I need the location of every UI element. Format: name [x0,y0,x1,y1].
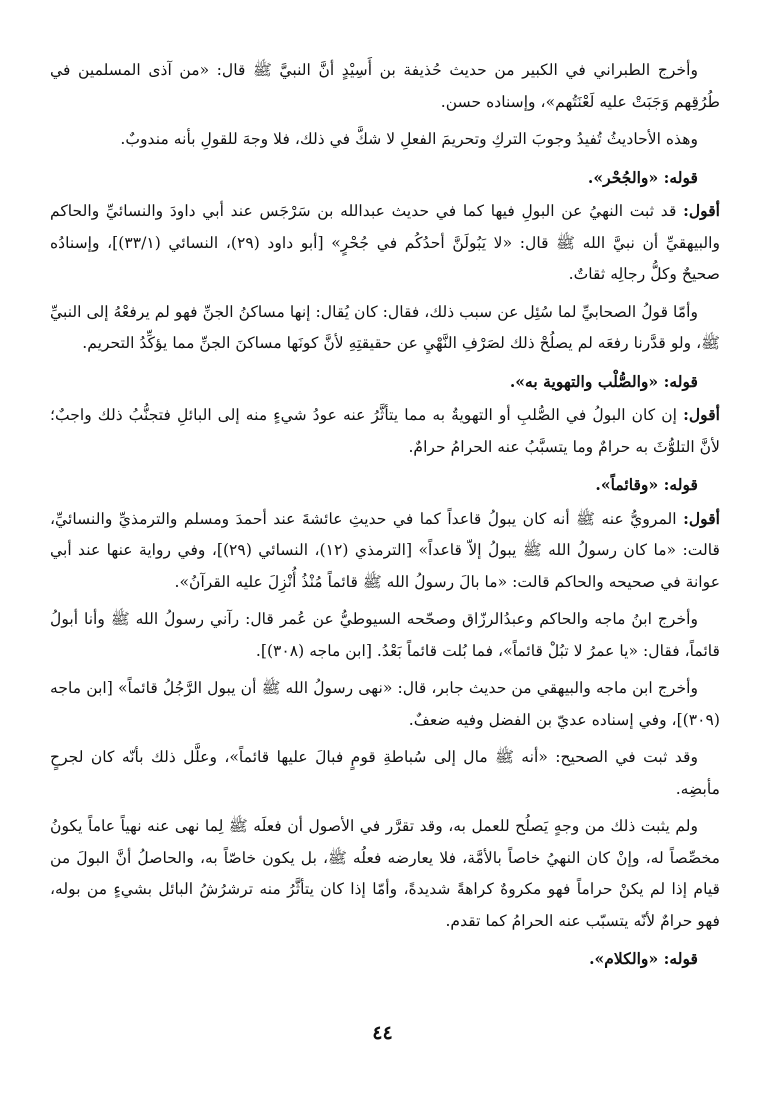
paragraph-text: قد ثبت النهيُ عن البولِ فيها كما في حديث عبدالله بن سَرْجَس عند أبي داودَ والنسائيِّ والحاكم والبيهقيِّ أن نبيَّ الله ﷺ قال: «لا يَبُولَنَّ أحدُكُم في جُحْرٍ» [أبو داود (٢٩)، النسائي (٣٣/١)]، وإسنادُه صحيحٌ وكلُّ رجالِه ثقاتٌ. [50,202,720,283]
paragraph-6 [50,503,720,599]
section-heading-sulb [50,366,720,398]
section-heading-juhr [50,162,720,194]
aqul-label: أقول: [683,201,720,220]
paragraph-2 [50,124,720,156]
aqul-label: أقول: [683,405,720,424]
paragraph-text: وقد ثبت في الصحيح: «أنه ﷺ مال إلى سُباطةِ قومٍ فبالَ عليها قائماً»، وعلَّل ذلك بأنّه كان لجرحٍ مأبضِه. [50,748,720,798]
paragraph-text: ولم يثبت ذلك من وجهٍ يَصلُح للعمل به، وقد تقرَّر في الأصول أن فعلَه ﷺ لِما نهى عنه نهياً عاماً يكونُ مخصِّصاً له، وإنْ كان النهيُ خاصاً بالأمَّة، فلا يعارضه فعلُه ﷺ، بل يكون خاصّاً به، والحاصلُ أنَّ البولَ من قيام إذا لم يكنْ حراماً فهو مكروهٌ كراهةً شديدةً، وأمّا إذا كان يتأثَّرُ منه ترشرُشُ البائل بشيءٍ من بوله، فهو حرامٌ لأنّه يتسبّب عنه الحرامُ كما تقدم. [50,817,720,930]
paragraph-text: المرويُّ عنه ﷺ أنه كان يبولُ قاعداً كما في حديثِ عائشةَ عند أحمدَ ومسلم والترمذيِّ والنسائيِّ، قالت: «ما كان رسولُ الله ﷺ يبولُ إلاّ قاعداً» [الترمذي (١٢)، النسائي (٢٩)]، وفي رواية عنها عند أبي عوانة في صحيحه والحاكم قالت: «ما بالَ رسولُ الله ﷺ قائماً مُنْذُ أُنْزِلَ عليه القرآنُ». [50,509,721,591]
paragraph-5 [50,399,720,463]
paragraph-text: وأخرج ابنُ ماجه والحاكم وعبدُالرزّاق وصحّحه السيوطيُّ عن عُمر قال: رآني رسولُ الله ﷺ وأنا أبولُ قائماً، فقال: «يا عمرُ لا تبُلْ قائماً»، فما بُلت قائماً بَعْدُ. [ابن ماجه (٣٠٨)]. [50,610,720,660]
paragraph-8 [50,673,720,736]
paragraph-4 [50,297,720,360]
paragraph-text: إن كان البولُ في الصُّلبِ أو التهويةُ به مما يتأثَّرُ عنه عودُ شيءٍ منه إلى البائلِ فتجنُّبُ ذلك واجبٌ؛ لأنَّ التلوُّثَ به حرامٌ وما يتسبَّبُ عنه الحرامُ حرامٌ. [50,406,720,456]
page-body [50,55,720,977]
paragraph-text: وأخرج الطبراني في الكبير من حديث حُذيفة بن أَسِيْدٍ أنَّ النبيَّ ﷺ قال: «من آذى المسلمين في طُرُقِهم وَجَبَتْ عليه لَعْنَتُهم»، وإسناده حسن. [50,61,720,111]
page-number: ٤٤ [372,1022,393,1044]
paragraph-1 [50,55,720,118]
heading-text: قوله: «وقائماً». [595,475,698,494]
heading-text: قوله: «والجُحْر». [587,167,698,187]
paragraph-text: وهذه الأحاديثُ تُفيدُ وجوبَ التركِ وتحريمَ الفعلِ لا شكَّ في ذلك، فلا وجهَ للقولِ بأنه مندوبٌ. [120,130,698,148]
paragraph-text: وأمّا قولُ الصحابيِّ لما سُئِل عن سبب ذلك، فقال: كان يُقال: إنها مساكنُ الجنِّ فهو لم يرفعْهُ إلى النبيِّ ﷺ، ولو قدَّرنا رفعَه لم يصلُحْ ذلك لصَرْفِ النَّهْيِ عن حقيقتِهِ لأنَّ كونَها مساكنَ الجنِّ مما يؤكِّدُ التحريم. [50,302,720,352]
section-heading-qaiman [50,469,720,501]
paragraph-7 [50,604,720,667]
aqul-label: أقول: [683,508,720,528]
heading-text: قوله: «والصُّلْب والتهوية به». [509,371,698,391]
paragraph-text: وأخرج ابن ماجه والبيهقي من حديث جابر، قال: «نهى رسولُ الله ﷺ أن يبول الرَّجُلُ قائماً» [ابن ماجه (٣٠٩)]، وفي إسناده عديّ بن الفضل وفيه ضعفٌ. [50,679,720,729]
paragraph-10 [50,811,720,937]
section-heading-kalam [50,943,720,975]
paragraph-3 [50,195,720,291]
heading-text: قوله: «والكلام». [589,949,698,968]
paragraph-9 [50,742,720,805]
